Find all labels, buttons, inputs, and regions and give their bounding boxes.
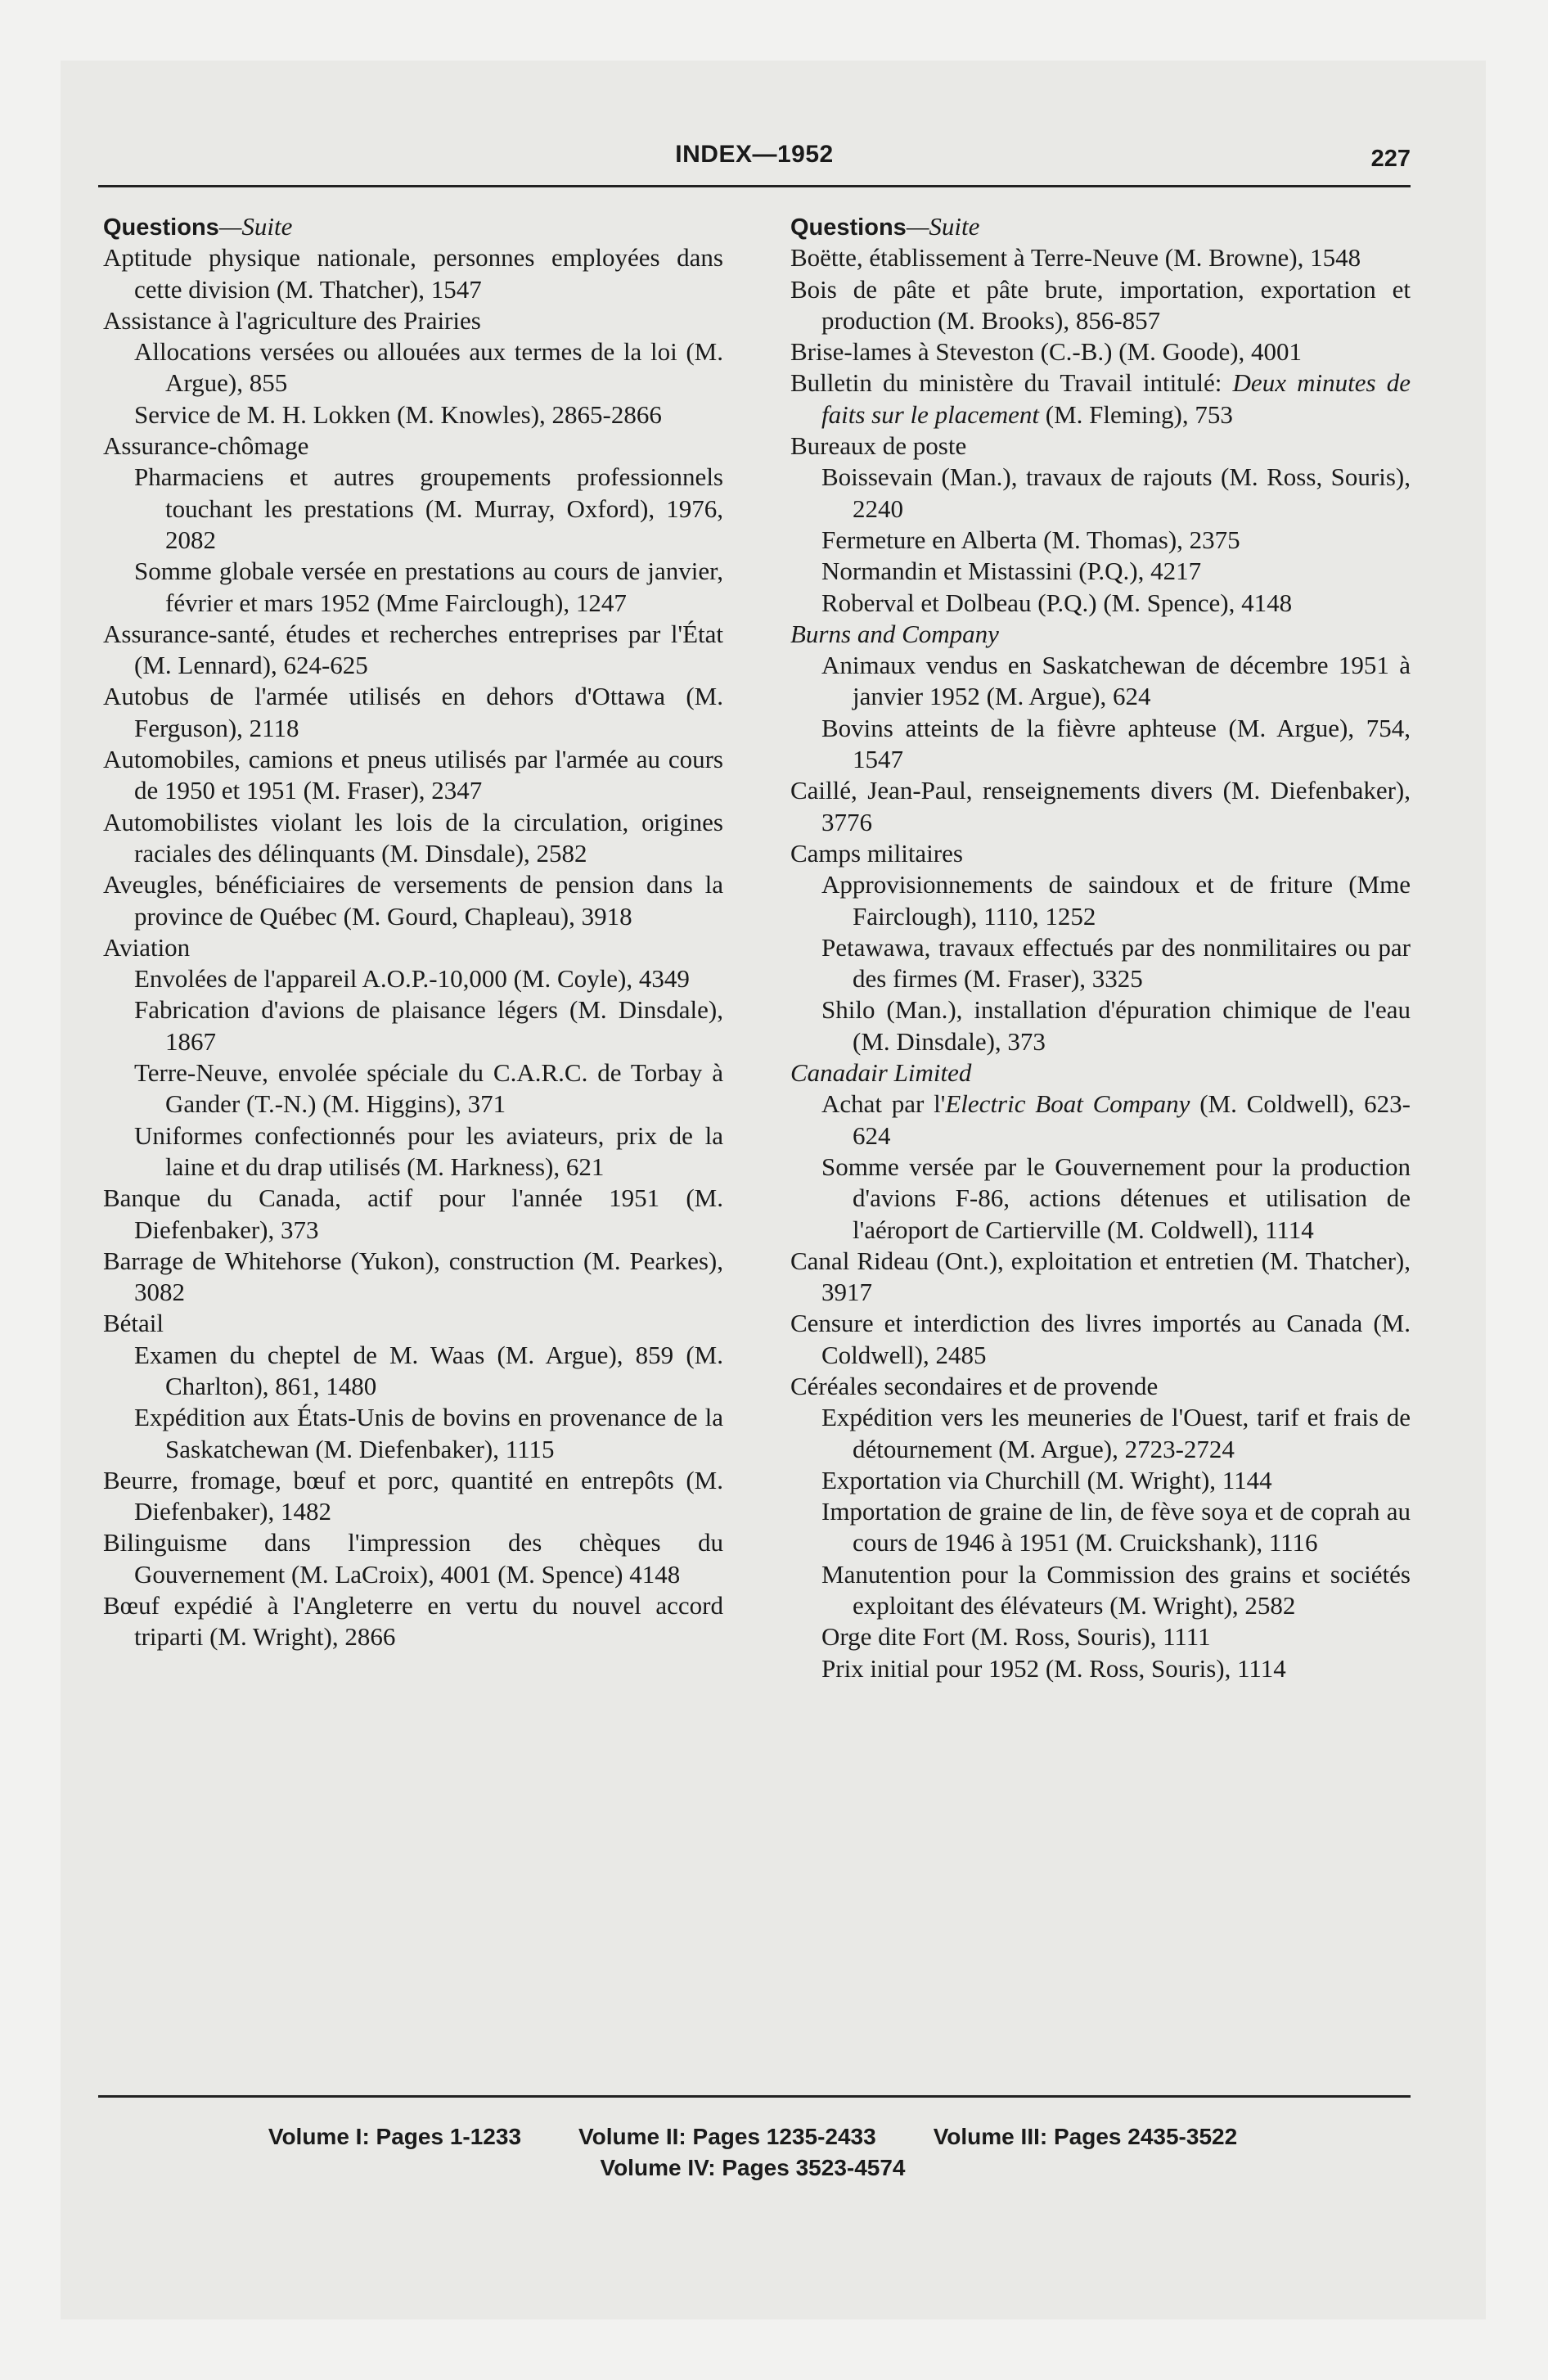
index-entry: Assurance-santé, études et recherches entreprises par l'État (M. Lennard), 624-625	[103, 619, 723, 680]
page-header	[98, 141, 1411, 177]
footer-rule	[98, 2095, 1411, 2098]
index-subentry: Expédition aux États-Unis de bovins en provenance de la Saskatchewan (M. Diefenbaker), 1115	[134, 1403, 723, 1463]
index-entry: Beurre, fromage, bœuf et porc, quantité en entrepôts (M. Diefenbaker), 1482	[103, 1465, 723, 1526]
index-subentry: Fabrication d'avions de plaisance légers (M. Dinsdale), 1867	[134, 995, 723, 1056]
index-subentry: Bovins atteints de la fièvre aphteuse (M. Argue), 754, 1547	[821, 713, 1411, 774]
entry-list	[790, 242, 1411, 1684]
index-subentry: Achat par l'Electric Boat Company (M. Coldwell), 623-624	[821, 1089, 1411, 1150]
index-entry: Bulletin du ministère du Travail intitulé: Deux minutes de faits sur le placement (M. Fleming), 753	[790, 368, 1411, 429]
index-entry: Banque du Canada, actif pour l'année 1951 (M. Diefenbaker), 373	[103, 1183, 723, 1244]
index-subentry: Allocations versées ou allouées aux termes de la loi (M. Argue), 855	[134, 337, 723, 398]
header-rule	[98, 185, 1411, 187]
index-subentry: Manutention pour la Commission des grains et sociétés exploitant des élévateurs (M. Wright), 2582	[821, 1559, 1411, 1620]
index-entry: Bilinguisme dans l'impression des chèques du Gouvernement (M. LaCroix), 4001 (M. Spence) 4148	[103, 1528, 723, 1589]
index-entry: Céréales secondaires et de provende	[790, 1371, 1159, 1400]
index-entry: Aviation	[103, 932, 191, 962]
index-entry: Assurance-chômage	[103, 431, 309, 461]
index-subentry: Normandin et Mistassini (P.Q.), 4217	[821, 557, 1202, 586]
index-entry: Bétail	[103, 1309, 164, 1338]
index-entry: Bois de pâte et pâte brute, importation, exportation et production (M. Brooks), 856-857	[790, 274, 1411, 335]
index-subentry: Prix initial pour 1952 (M. Ross, Souris), 1114	[821, 1653, 1286, 1683]
index-subentry: Importation de graine de lin, de fève soya et de coprah au cours de 1946 à 1951 (M. Cruickshank), 1116	[821, 1497, 1411, 1557]
footer-volume-4: Volume IV: Pages 3523-4574	[600, 2155, 906, 2180]
index-entry: Brise-lames à Steveston (C.-B.) (M. Goode), 4001	[790, 337, 1303, 367]
index-entry: Camps militaires	[790, 838, 963, 868]
index-entry: Automobiles, camions et pneus utilisés par l'armée au cours de 1950 et 1951 (M. Fraser), 2347	[103, 745, 723, 805]
index-subentry: Shilo (Man.), installation d'épuration chimique de l'eau (M. Dinsdale), 373	[821, 995, 1411, 1056]
page-number: 227	[1370, 146, 1411, 172]
footer-volume-2: Volume II: Pages 1235-2433	[578, 2124, 876, 2149]
index-entry: Canadair Limited	[790, 1058, 972, 1088]
index-entry: Aveugles, bénéficiaires de versements de pension dans la province de Québec (M. Gourd, Chapleau), 3918	[103, 870, 723, 931]
entry-list	[103, 242, 723, 1652]
index-subentry: Roberval et Dolbeau (P.Q.) (M. Spence), 4148	[821, 588, 1293, 617]
index-entry: Burns and Company	[790, 619, 999, 648]
index-entry: Automobilistes violant les lois de la circulation, origines raciales des délinquants (M. Dinsdale), 2582	[103, 807, 723, 868]
page-title: INDEX—1952	[675, 141, 834, 168]
index-subentry: Exportation via Churchill (M. Wright), 1144	[821, 1465, 1272, 1494]
index-subentry: Orge dite Fort (M. Ross, Souris), 1111	[821, 1622, 1211, 1652]
volume-footer	[82, 2121, 1424, 2184]
index-subentry: Fermeture en Alberta (M. Thomas), 2375	[821, 525, 1240, 554]
index-subentry: Expédition vers les meuneries de l'Ouest, tarif et frais de détournement (M. Argue), 2723-2724	[821, 1403, 1411, 1463]
index-subentry: Somme globale versée en prestations au cours de janvier, février et mars 1952 (Mme Fairclough), 1247	[134, 557, 723, 617]
right-column	[790, 211, 1411, 1684]
index-subentry: Somme versée par le Gouvernement pour la production d'avions F-86, actions détenues et utilisation de l'aéroport de Cartierville (M. Coldwell), 1114	[821, 1152, 1411, 1244]
index-entry: Canal Rideau (Ont.), exploitation et entretien (M. Thatcher), 3917	[790, 1246, 1411, 1307]
index-subentry: Pharmaciens et autres groupements professionnels touchant les prestations (M. Murray, Oxford), 1976, 2082	[134, 462, 723, 554]
index-entry: Bœuf expédié à l'Angleterre en vertu du nouvel accord triparti (M. Wright), 2866	[103, 1591, 723, 1652]
left-column	[103, 211, 723, 1653]
index-entry: Assistance à l'agriculture des Prairies	[103, 305, 481, 335]
index-subentry: Petawawa, travaux effectués par des nonmilitaires ou par des firmes (M. Fraser), 3325	[821, 932, 1411, 994]
index-subentry: Examen du cheptel de M. Waas (M. Argue), 859 (M. Charlton), 861, 1480	[134, 1340, 723, 1400]
index-subentry: Envolées de l'appareil A.O.P.-10,000 (M. Coyle), 4349	[134, 964, 690, 994]
index-subentry: Service de M. H. Lokken (M. Knowles), 2865-2866	[134, 399, 662, 429]
index-entry: Barrage de Whitehorse (Yukon), construction (M. Pearkes), 3082	[103, 1246, 723, 1307]
index-entry: Bureaux de poste	[790, 431, 967, 461]
index-subentry: Terre-Neuve, envolée spéciale du C.A.R.C. de Torbay à Gander (T.-N.) (M. Higgins), 371	[134, 1058, 723, 1119]
index-subentry: Animaux vendus en Saskatchewan de décembre 1951 à janvier 1952 (M. Argue), 624	[821, 651, 1411, 711]
index-subentry: Uniformes confectionnés pour les aviateurs, prix de la laine et du drap utilisés (M. Harkness), 621	[134, 1120, 723, 1181]
column-heading: Questions—Suite	[103, 212, 293, 241]
index-entry: Boëtte, établissement à Terre-Neuve (M. Browne), 1548	[790, 243, 1361, 273]
footer-volume-1: Volume I: Pages 1-1233	[268, 2124, 522, 2149]
index-entry: Autobus de l'armée utilisés en dehors d'Ottawa (M. Ferguson), 2118	[103, 682, 723, 742]
index-subentry: Approvisionnements de saindoux et de friture (Mme Fairclough), 1110, 1252	[821, 870, 1411, 931]
footer-volume-3: Volume III: Pages 2435-3522	[933, 2124, 1238, 2149]
column-heading: Questions—Suite	[790, 212, 980, 241]
index-entry: Aptitude physique nationale, personnes employées dans cette division (M. Thatcher), 1547	[103, 243, 723, 304]
index-entry: Caillé, Jean-Paul, renseignements divers (M. Diefenbaker), 3776	[790, 776, 1411, 836]
index-entry: Censure et interdiction des livres importés au Canada (M. Coldwell), 2485	[790, 1309, 1411, 1369]
index-subentry: Boissevain (Man.), travaux de rajouts (M. Ross, Souris), 2240	[821, 462, 1411, 523]
